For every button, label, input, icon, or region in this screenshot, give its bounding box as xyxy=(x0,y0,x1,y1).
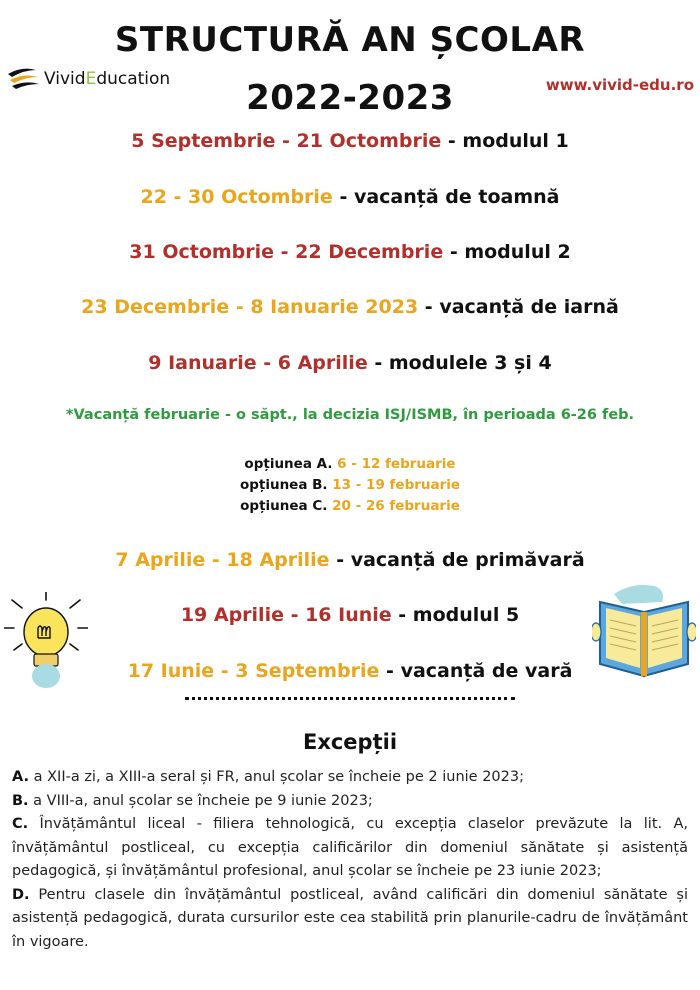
page-title-year: 2022-2023 xyxy=(246,78,454,118)
february-option: opțiunea A. 6 - 12 februarie xyxy=(244,456,456,472)
schedule-row: 9 Ianuarie - 6 Aprilie - modulele 3 și 4 xyxy=(148,352,552,374)
schedule-row: 17 Iunie - 3 Septembrie - vacanță de vară xyxy=(127,660,573,682)
exception-item: B. a VIII-a, anul școlar se încheie pe 9 iunie 2023; xyxy=(12,792,373,809)
reading-book-icon xyxy=(592,576,696,680)
schedule-row: 7 Aprilie - 18 Aprilie - vacanță de primăvară xyxy=(115,549,585,571)
exception-item: A. a XII-a zi, a XIII-a seral și FR, anul școlar se încheie pe 2 iunie 2023; xyxy=(12,769,524,785)
website-url: www.vivid-edu.ro xyxy=(545,76,694,94)
schedule-row: 31 Octombrie - 22 Decembrie - modulul 2 xyxy=(129,241,571,263)
exceptions-title: Excepții xyxy=(302,730,398,754)
schedule-row: 5 Septembrie - 21 Octombrie - modulul 1 xyxy=(131,130,569,152)
february-option: opțiunea C. 20 - 26 februarie xyxy=(240,498,460,514)
dotted-divider xyxy=(185,697,515,700)
swoosh-logo-icon xyxy=(6,64,40,94)
schedule-row: 23 Decembrie - 8 Ianuarie 2023 - vacanță de iarnă xyxy=(81,296,619,318)
exceptions-list xyxy=(12,766,688,954)
february-option: opțiunea B. 13 - 19 februarie xyxy=(239,477,461,493)
light-bulb-icon xyxy=(4,592,88,696)
exception-item: C. Învățământul liceal - filiera tehnologică, cu excepția claselor prevăzute la lit. A, învățământul postliceal, cu excepția calificărilor din domeniul sănătate și asistență pedagogică, și învățământul profesional, anul școlar se încheie pe 23 iunie 2023; xyxy=(12,816,688,879)
page-title: STRUCTURĂ AN ȘCOLAR xyxy=(114,20,586,60)
exception-item: D. Pentru clasele din învățământul postliceal, având calificări din domeniul sănătate și asistență pedagogică, durata cursurilor este cea stabilită prin planurile-cadru de învățământ în vigoare. xyxy=(12,886,689,950)
logo-text: VividEducation xyxy=(44,69,171,89)
schedule-row: 22 - 30 Octombrie - vacanță de toamnă xyxy=(140,186,560,208)
february-vacation-note: *Vacanță februarie - o săpt., la decizia ISJ/ISMB, în perioada 6-26 feb. xyxy=(65,407,635,423)
vivid-education-logo xyxy=(6,64,170,94)
schedule-row: 19 Aprilie - 16 Iunie - modulul 5 xyxy=(180,604,520,626)
